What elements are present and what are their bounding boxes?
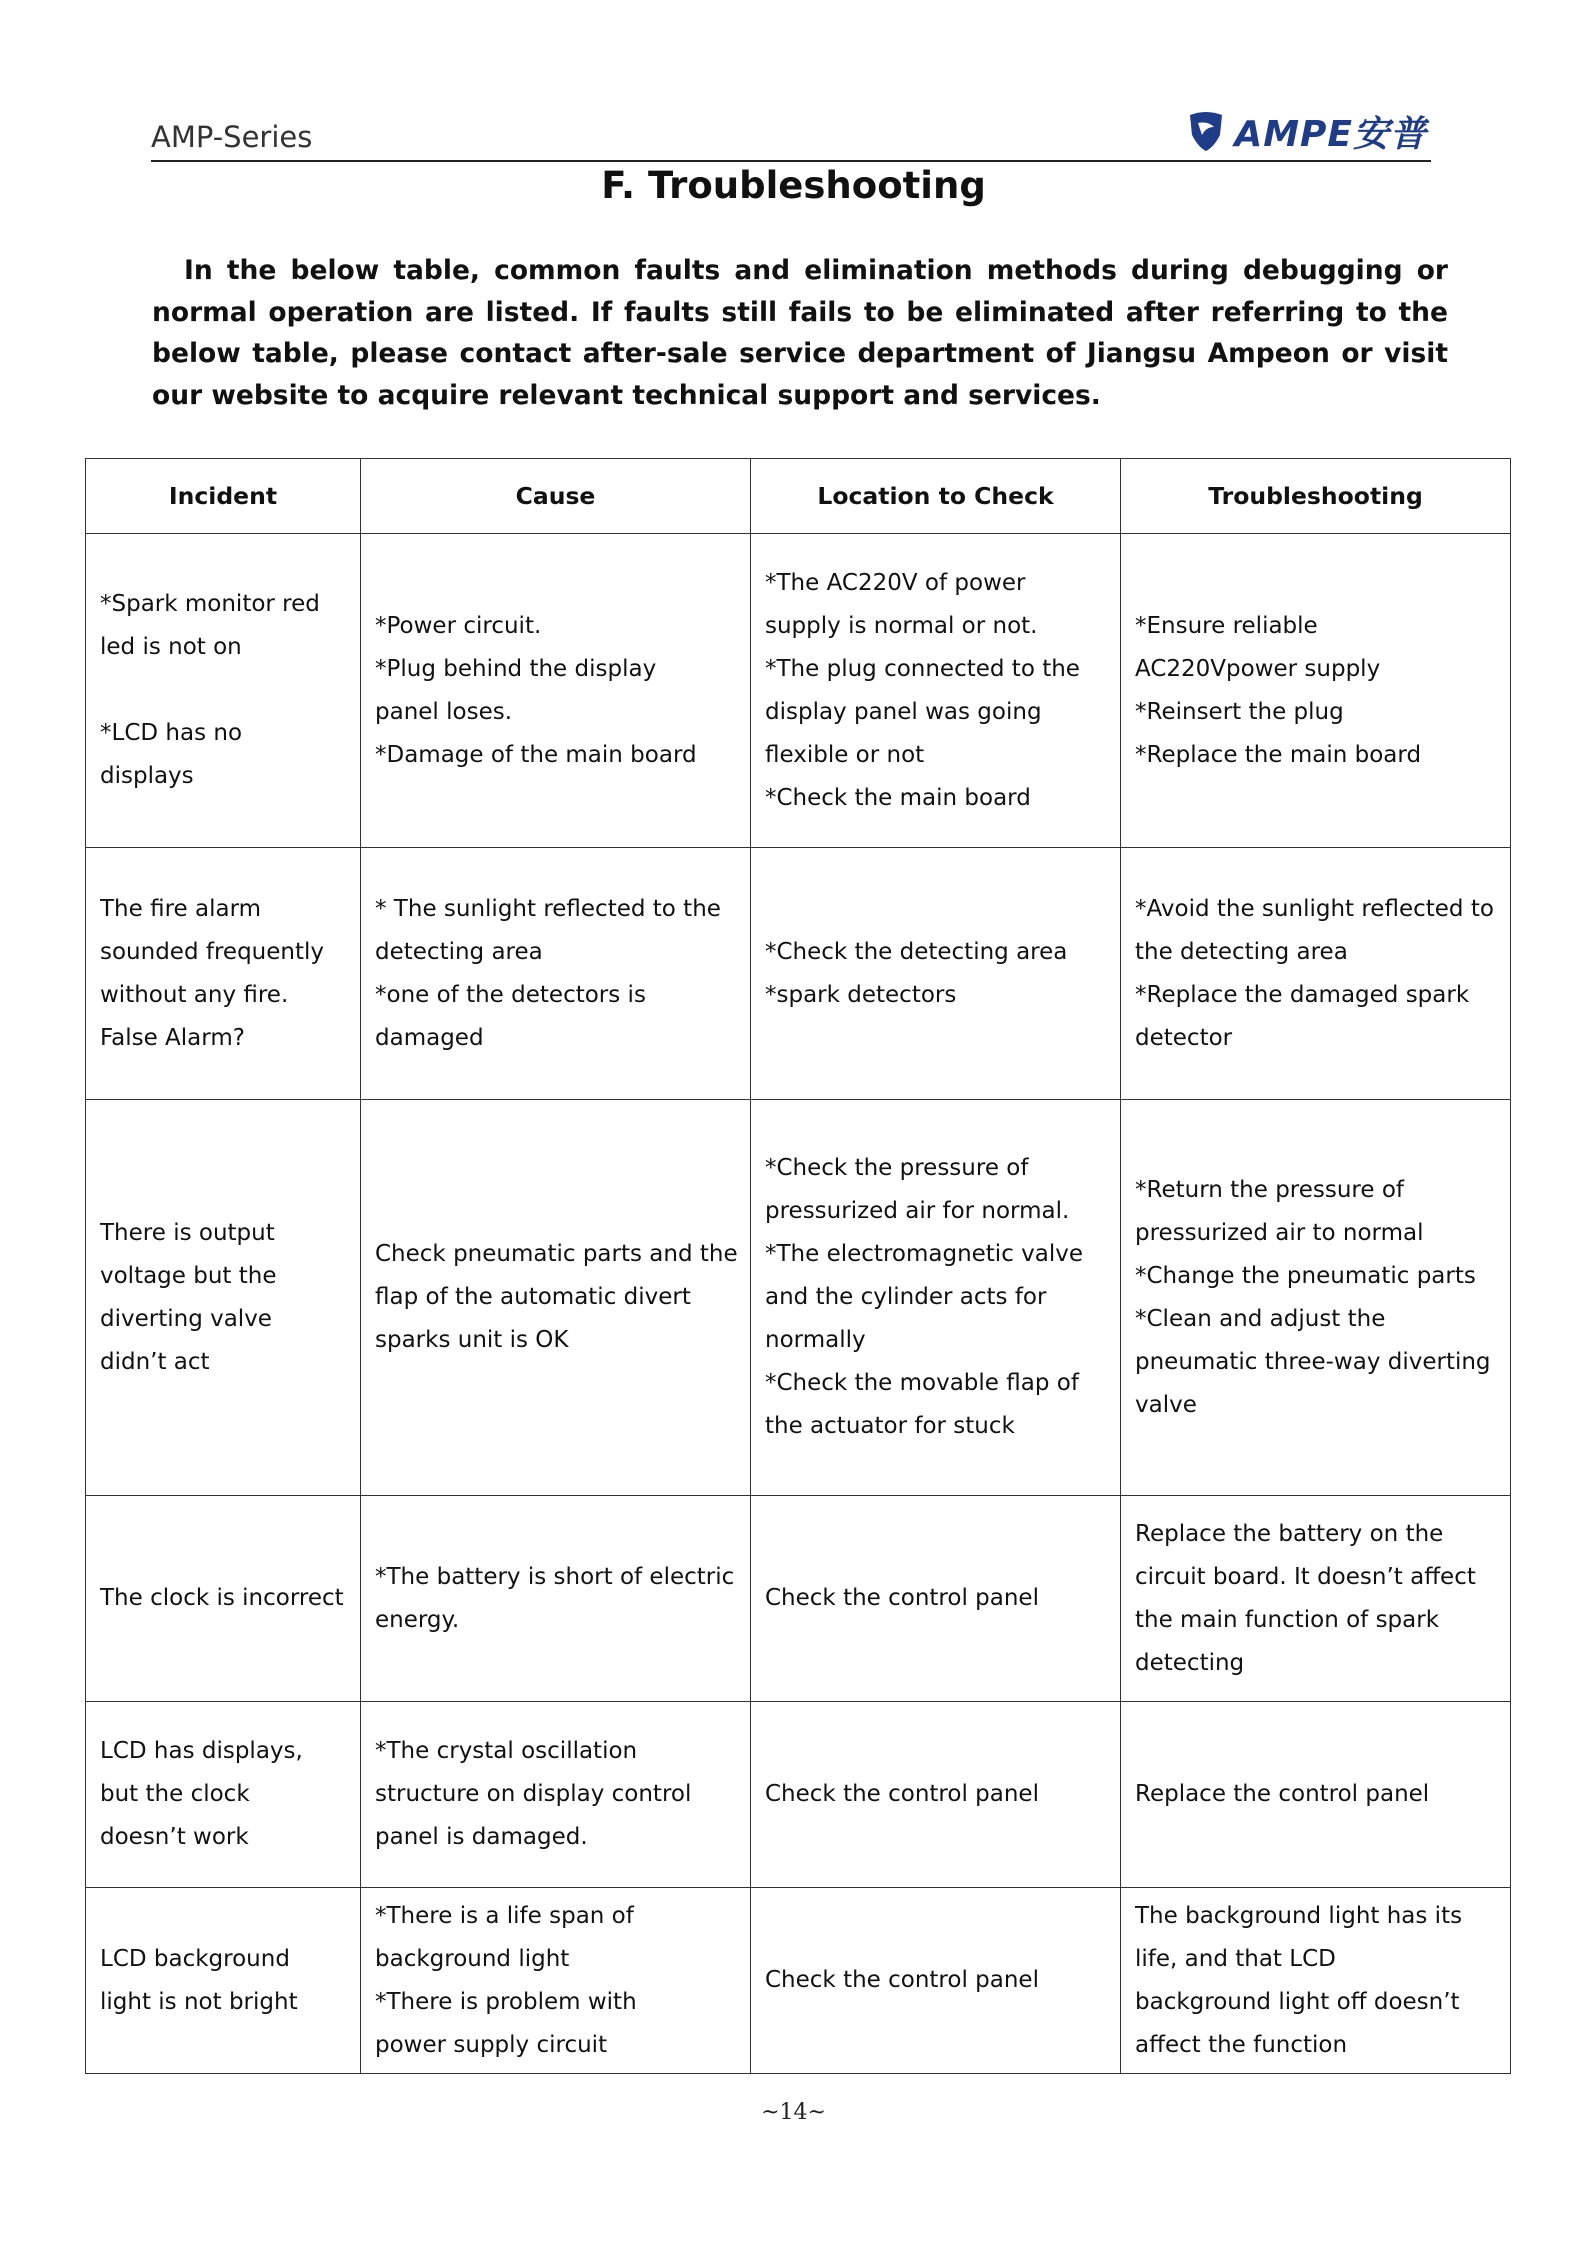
table-row: [86, 1496, 1511, 1702]
table-row: [86, 848, 1511, 1100]
cell-line: led is not on: [100, 634, 242, 660]
location-cell: [751, 1496, 1121, 1702]
cell-line: light is not bright: [100, 1988, 298, 2015]
troubleshooting-cell: [1121, 1100, 1511, 1496]
header-location-to-check: Location to Check: [751, 459, 1121, 534]
cell-line: LCD has displays,: [100, 1738, 303, 1764]
location-cell: [751, 534, 1121, 848]
cell-line: *Avoid the sunlight reflected to: [1135, 895, 1494, 922]
cell-line: *Return the pressure of: [1135, 1176, 1405, 1203]
cell-line: [100, 669, 350, 712]
troubleshooting-cell: [1121, 1496, 1511, 1702]
cell-line: AC220Vpower supply: [1135, 655, 1381, 682]
series-label: AMP-Series: [151, 120, 313, 154]
cell-line: LCD background: [100, 1945, 290, 1972]
cell-line: but the clock: [100, 1781, 250, 1807]
header-incident: Incident: [86, 459, 361, 534]
cell-line: *The plug connected to the: [765, 655, 1080, 682]
cell-line: life, and that LCD: [1135, 1945, 1336, 1972]
logo-wordmark: AMPE安普: [1234, 113, 1427, 155]
cell-line: pressurized air to normal: [1135, 1219, 1424, 1246]
cell-line: The clock is incorrect: [100, 1585, 344, 1611]
incident-cell: [86, 1100, 361, 1496]
cell-line: background light: [375, 1945, 570, 1972]
troubleshooting-table: [85, 458, 1511, 2074]
cell-line: normally: [765, 1327, 866, 1353]
table-body: [86, 534, 1511, 2074]
troubleshooting-cell: [1121, 534, 1511, 848]
cell-line: the detecting area: [1135, 938, 1348, 965]
cell-line: without any fire.: [100, 981, 289, 1008]
cell-line: *The crystal oscillation: [375, 1738, 638, 1764]
shield-logo-icon: [1184, 109, 1228, 153]
cell-line: *one of the detectors is: [375, 981, 646, 1008]
cell-line: *The electromagnetic valve: [765, 1241, 1084, 1267]
cell-line: *LCD has no: [100, 720, 243, 746]
cell-line: and the cylinder acts for: [765, 1284, 1047, 1310]
table-header-row: [86, 459, 1511, 534]
troubleshooting-cell: [1121, 1702, 1511, 1888]
cell-line: sparks unit is OK: [375, 1327, 569, 1353]
cell-line: *The battery is short of electric: [375, 1563, 735, 1590]
cell-line: *Replace the main board: [1135, 741, 1422, 768]
cell-line: voltage but the: [100, 1262, 277, 1289]
page-number: ~14~: [761, 2100, 826, 2125]
cell-line: background light off doesn’t: [1135, 1988, 1460, 2015]
cell-line: *Clean and adjust the: [1135, 1305, 1386, 1332]
location-cell: [751, 1100, 1121, 1496]
cause-cell: [361, 1496, 751, 1702]
incident-cell: [86, 1702, 361, 1888]
cell-line: *Plug behind the display: [375, 655, 657, 682]
cell-line: circuit board. It doesn’t affect: [1135, 1563, 1476, 1590]
intro-paragraph: In the below table, common faults and elimination methods during debugging or normal operation are listed. If faults still fails to be eliminated after referring to the below table, please contact after-sale service department of Jiangsu Ampeon or visit our website to acquire relevant technical support and services.: [152, 255, 1448, 411]
table-row: [86, 534, 1511, 848]
cell-line: *Spark monitor red: [100, 591, 320, 617]
cell-line: pressurized air for normal.: [765, 1198, 1070, 1224]
incident-cell: [86, 1496, 361, 1702]
table-row: [86, 1702, 1511, 1888]
cause-cell: [361, 848, 751, 1100]
cell-line: *Reinsert the plug: [1135, 698, 1344, 725]
cell-line: affect the function: [1135, 2031, 1348, 2058]
cell-line: panel loses.: [375, 698, 513, 725]
cell-line: *Check the pressure of: [765, 1155, 1029, 1181]
cause-cell: [361, 1702, 751, 1888]
cause-cell: [361, 1100, 751, 1496]
cell-line: *Check the detecting area: [765, 938, 1068, 965]
cell-line: displays: [100, 763, 194, 789]
cell-line: supply is normal or not.: [765, 612, 1038, 639]
cell-line: didn’t act: [100, 1348, 210, 1375]
cell-line: power supply circuit: [375, 2031, 608, 2058]
incident-cell: [86, 534, 361, 848]
cell-line: Check the control panel: [765, 1967, 1039, 1993]
location-cell: [751, 1888, 1121, 2074]
cell-line: flap of the automatic divert: [375, 1284, 691, 1310]
header-troubleshooting: Troubleshooting: [1121, 459, 1511, 534]
table-row: [86, 1100, 1511, 1496]
cell-line: detecting area: [375, 938, 543, 965]
cell-line: pneumatic three-way diverting: [1135, 1348, 1491, 1375]
cell-line: There is output: [100, 1219, 275, 1246]
incident-cell: [86, 848, 361, 1100]
cause-cell: [361, 1888, 751, 2074]
location-cell: [751, 848, 1121, 1100]
cell-line: energy.: [375, 1606, 460, 1633]
cell-line: sounded frequently: [100, 938, 324, 965]
cell-line: *Check the main board: [765, 784, 1031, 811]
header-cause: Cause: [361, 459, 751, 534]
cell-line: *Power circuit.: [375, 612, 542, 639]
cell-line: damaged: [375, 1024, 484, 1051]
cell-line: detector: [1135, 1024, 1233, 1051]
cell-line: Check pneumatic parts and the: [375, 1241, 738, 1267]
cell-line: Replace the control panel: [1135, 1781, 1430, 1807]
cell-line: *Replace the damaged spark: [1135, 981, 1470, 1008]
cell-line: The fire alarm: [100, 895, 262, 922]
cell-line: *Damage of the main board: [375, 741, 697, 768]
table-row: [86, 1888, 1511, 2074]
cell-line: panel is damaged.: [375, 1824, 588, 1850]
cell-line: *The AC220V of power: [765, 569, 1026, 596]
location-cell: [751, 1702, 1121, 1888]
cell-line: diverting valve: [100, 1305, 272, 1332]
cell-line: The background light has its: [1135, 1902, 1463, 1929]
cause-cell: [361, 534, 751, 848]
incident-cell: [86, 1888, 361, 2074]
troubleshooting-cell: [1121, 1888, 1511, 2074]
cell-line: *Ensure reliable: [1135, 612, 1318, 639]
cell-line: flexible or not: [765, 741, 925, 768]
troubleshooting-cell: [1121, 848, 1511, 1100]
cell-line: the main function of spark: [1135, 1606, 1440, 1633]
cell-line: *Check the movable flap of: [765, 1370, 1079, 1396]
cell-line: valve: [1135, 1391, 1197, 1418]
cell-line: False Alarm?: [100, 1024, 245, 1051]
cell-line: doesn’t work: [100, 1824, 249, 1850]
cell-line: structure on display control: [375, 1781, 692, 1807]
cell-line: detecting: [1135, 1649, 1245, 1676]
cell-line: *spark detectors: [765, 981, 957, 1008]
page-header: [151, 104, 1431, 162]
section-title: F. Troubleshooting: [601, 164, 986, 207]
cell-line: *Change the pneumatic parts: [1135, 1262, 1476, 1289]
company-logo: [1184, 108, 1427, 154]
cell-line: *There is problem with: [375, 1988, 637, 2015]
cell-line: Check the control panel: [765, 1585, 1039, 1611]
cell-line: Replace the battery on the: [1135, 1520, 1444, 1547]
cell-line: *There is a life span of: [375, 1902, 634, 1929]
cell-line: * The sunlight reflected to the: [375, 895, 721, 922]
cell-line: display panel was going: [765, 698, 1042, 725]
cell-line: Check the control panel: [765, 1781, 1039, 1807]
cell-line: the actuator for stuck: [765, 1413, 1015, 1439]
